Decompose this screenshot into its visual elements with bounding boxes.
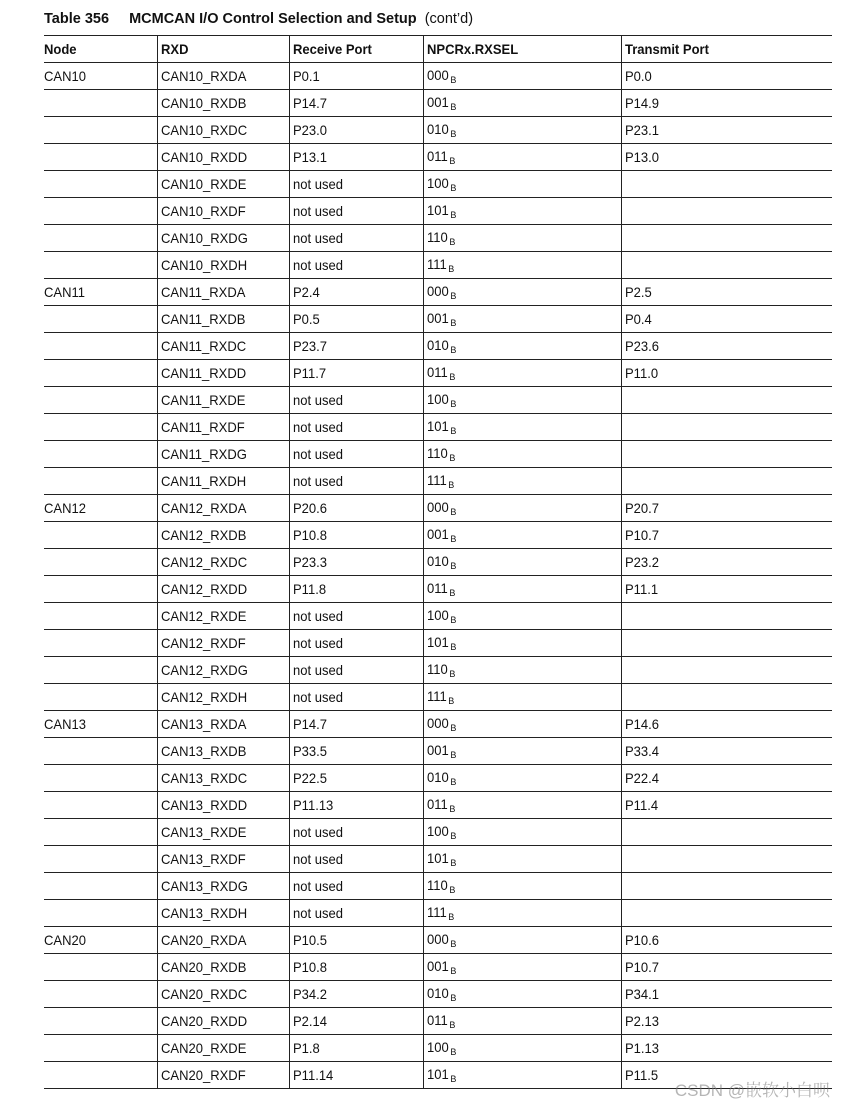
cell-receive-port: P23.7 xyxy=(290,333,424,360)
cell-receive-port: not used xyxy=(290,630,424,657)
radix-suffix: B xyxy=(449,588,456,598)
cell-receive-port: P2.4 xyxy=(290,279,424,306)
cell-transmit-port: P23.6 xyxy=(622,333,833,360)
cell-receive-port: P22.5 xyxy=(290,765,424,792)
table-row xyxy=(44,603,832,630)
table-title: MCMCAN I/O Control Selection and Setup xyxy=(129,11,417,27)
cell-rxd: CAN13_RXDH xyxy=(158,900,290,927)
cell-transmit-port: P14.9 xyxy=(622,90,833,117)
table-row xyxy=(44,684,832,711)
radix-suffix: B xyxy=(450,750,457,760)
radix-suffix: B xyxy=(449,1020,456,1030)
cell-transmit-port xyxy=(622,468,833,495)
cell-node xyxy=(44,900,158,927)
cell-receive-port: not used xyxy=(290,225,424,252)
table-row xyxy=(44,441,832,468)
cell-receive-port: P0.1 xyxy=(290,63,424,90)
radix-suffix: B xyxy=(449,237,456,247)
cell-rxsel: $111_B$ xyxy=(424,252,622,279)
radix-suffix: B xyxy=(449,156,456,166)
cell-transmit-port: P11.0 xyxy=(622,360,833,387)
radix-suffix: B xyxy=(449,372,456,382)
cell-transmit-port xyxy=(622,441,833,468)
cell-receive-port: not used xyxy=(290,657,424,684)
table-row xyxy=(44,225,832,252)
cell-receive-port: P20.6 xyxy=(290,495,424,522)
cell-node xyxy=(44,576,158,603)
cell-node xyxy=(44,333,158,360)
cell-rxsel: 101 $_B$ xyxy=(424,414,622,441)
cell-receive-port: not used xyxy=(290,900,424,927)
cell-transmit-port: P33.4 xyxy=(622,738,833,765)
cell-rxsel: 010 $_B$ xyxy=(424,117,622,144)
cell-rxd: CAN11_RXDA xyxy=(158,279,290,306)
cell-rxsel: 001 $_B$ xyxy=(424,738,622,765)
cell-rxsel: 000 $_B$ xyxy=(424,927,622,954)
cell-node: CAN11 xyxy=(44,279,158,306)
cell-receive-port: not used xyxy=(290,171,424,198)
cell-node xyxy=(44,90,158,117)
table-row xyxy=(44,900,832,927)
cell-receive-port: not used xyxy=(290,846,424,873)
cell-transmit-port: P11.4 xyxy=(622,792,833,819)
cell-rxsel: 100 $_B$ xyxy=(424,171,622,198)
radix-suffix: B xyxy=(450,939,457,949)
header-rxsel: NPCRx.RXSEL xyxy=(424,36,622,63)
cell-rxd: CAN12_RXDC xyxy=(158,549,290,576)
cell-receive-port: P33.5 xyxy=(290,738,424,765)
table-row xyxy=(44,792,832,819)
table-row xyxy=(44,765,832,792)
cell-receive-port: not used xyxy=(290,819,424,846)
cell-receive-port: P10.5 xyxy=(290,927,424,954)
cell-rxsel: 001 $_B$ xyxy=(424,954,622,981)
cell-rxsel: 000 $_B$ xyxy=(424,711,622,738)
cell-node xyxy=(44,981,158,1008)
radix-suffix: B xyxy=(450,777,457,787)
cell-node xyxy=(44,387,158,414)
table-row xyxy=(44,1035,832,1062)
cell-transmit-port: P34.1 xyxy=(622,981,833,1008)
cell-rxsel: 010 $_B$ xyxy=(424,765,622,792)
cell-rxd: CAN11_RXDB xyxy=(158,306,290,333)
cell-rxsel: 011 $_B$ xyxy=(424,576,622,603)
cell-receive-port: P11.7 xyxy=(290,360,424,387)
cell-rxsel: 100 $_B$ xyxy=(424,387,622,414)
radix-suffix: B xyxy=(448,480,455,490)
cell-transmit-port: P0.4 xyxy=(622,306,833,333)
cell-node xyxy=(44,225,158,252)
cell-rxsel: $111_B$ xyxy=(424,900,622,927)
cell-rxsel: 001 $_B$ xyxy=(424,306,622,333)
cell-rxd: CAN12_RXDF xyxy=(158,630,290,657)
table-row xyxy=(44,927,832,954)
watermark: CSDN @嵌软小白呗 xyxy=(674,1081,830,1100)
cell-rxd: CAN12_RXDA xyxy=(158,495,290,522)
cell-transmit-port xyxy=(622,684,833,711)
cell-node: CAN10 xyxy=(44,63,158,90)
cell-receive-port: P10.8 xyxy=(290,522,424,549)
cell-rxd: CAN20_RXDB xyxy=(158,954,290,981)
cell-transmit-port xyxy=(622,225,833,252)
cell-node: CAN13 xyxy=(44,711,158,738)
cell-node xyxy=(44,657,158,684)
cell-rxsel: $111_B$ xyxy=(424,468,622,495)
table-caption xyxy=(44,11,473,27)
table-number: Table 356 xyxy=(44,11,110,27)
cell-node xyxy=(44,360,158,387)
cell-node xyxy=(44,549,158,576)
cell-transmit-port: P0.0 xyxy=(622,63,833,90)
cell-rxsel: 000 $_B$ xyxy=(424,63,622,90)
table-row xyxy=(44,657,832,684)
cell-receive-port: not used xyxy=(290,387,424,414)
cell-transmit-port: P23.1 xyxy=(622,117,833,144)
radix-suffix: B xyxy=(450,75,457,85)
cell-transmit-port: P11.1 xyxy=(622,576,833,603)
cell-rxsel: 101 $_B$ xyxy=(424,198,622,225)
table-row xyxy=(44,630,832,657)
cell-transmit-port xyxy=(622,819,833,846)
cell-receive-port: not used xyxy=(290,198,424,225)
cell-node xyxy=(44,603,158,630)
cell-node xyxy=(44,819,158,846)
radix-suffix: B xyxy=(450,129,457,139)
cell-rxd: CAN10_RXDF xyxy=(158,198,290,225)
cell-rxd: CAN10_RXDE xyxy=(158,171,290,198)
radix-suffix: B xyxy=(448,912,455,922)
cell-node xyxy=(44,306,158,333)
table-continued-note: (cont’d) xyxy=(424,11,474,27)
cell-receive-port: P2.14 xyxy=(290,1008,424,1035)
cell-transmit-port xyxy=(622,198,833,225)
radix-suffix: B xyxy=(450,831,457,841)
radix-suffix: B xyxy=(449,453,456,463)
cell-rxd: CAN13_RXDE xyxy=(158,819,290,846)
cell-receive-port: P11.13 xyxy=(290,792,424,819)
table-row xyxy=(44,819,832,846)
cell-rxsel: 010 $_B$ xyxy=(424,549,622,576)
cell-rxsel: 101 $_B$ xyxy=(424,1062,622,1089)
cell-rxsel: 010 $_B$ xyxy=(424,333,622,360)
radix-suffix: B xyxy=(450,507,457,517)
header-row xyxy=(44,36,832,63)
radix-suffix: B xyxy=(450,858,457,868)
cell-rxd: CAN11_RXDG xyxy=(158,441,290,468)
cell-rxd: CAN10_RXDC xyxy=(158,117,290,144)
radix-suffix: B xyxy=(448,696,455,706)
cell-transmit-port: P11.5 xyxy=(622,1062,833,1089)
cell-transmit-port: P1.13 xyxy=(622,1035,833,1062)
cell-rxd: CAN12_RXDG xyxy=(158,657,290,684)
header-node: Node xyxy=(44,36,158,63)
cell-node xyxy=(44,441,158,468)
cell-rxsel: 011 $_B$ xyxy=(424,360,622,387)
cell-transmit-port xyxy=(622,657,833,684)
cell-transmit-port xyxy=(622,252,833,279)
cell-node xyxy=(44,1008,158,1035)
cell-rxd: CAN13_RXDF xyxy=(158,846,290,873)
cell-transmit-port xyxy=(622,630,833,657)
cell-transmit-port xyxy=(622,387,833,414)
table-row xyxy=(44,522,832,549)
cell-node xyxy=(44,792,158,819)
table-row xyxy=(44,171,832,198)
cell-rxd: CAN10_RXDD xyxy=(158,144,290,171)
table-row xyxy=(44,333,832,360)
cell-node xyxy=(44,252,158,279)
radix-suffix: B xyxy=(448,264,455,274)
radix-suffix: B xyxy=(449,669,456,679)
cell-node xyxy=(44,684,158,711)
cell-rxd: CAN20_RXDE xyxy=(158,1035,290,1062)
cell-rxd: CAN11_RXDC xyxy=(158,333,290,360)
cell-rxd: CAN11_RXDF xyxy=(158,414,290,441)
cell-node xyxy=(44,630,158,657)
cell-rxd: CAN10_RXDB xyxy=(158,90,290,117)
cell-rxd: CAN12_RXDE xyxy=(158,603,290,630)
cell-rxd: CAN20_RXDF xyxy=(158,1062,290,1089)
cell-rxd: CAN11_RXDH xyxy=(158,468,290,495)
cell-rxd: CAN10_RXDG xyxy=(158,225,290,252)
cell-transmit-port: P10.7 xyxy=(622,954,833,981)
cell-rxd: CAN11_RXDE xyxy=(158,387,290,414)
table-row xyxy=(44,549,832,576)
table-row xyxy=(44,387,832,414)
cell-rxsel: 000 $_B$ xyxy=(424,495,622,522)
cell-receive-port: P14.7 xyxy=(290,90,424,117)
cell-node xyxy=(44,198,158,225)
cell-rxsel: 001 $_B$ xyxy=(424,522,622,549)
cell-node xyxy=(44,846,158,873)
cell-rxd: CAN13_RXDA xyxy=(158,711,290,738)
cell-rxsel: $111_B$ xyxy=(424,684,622,711)
cell-transmit-port: P2.13 xyxy=(622,1008,833,1035)
cell-node xyxy=(44,1062,158,1089)
header-transmit-port: Transmit Port xyxy=(622,36,833,63)
cell-rxsel: 101 $_B$ xyxy=(424,630,622,657)
cell-rxsel: 101 $_B$ xyxy=(424,846,622,873)
cell-transmit-port: P10.7 xyxy=(622,522,833,549)
cell-rxsel: 011 $_B$ xyxy=(424,1008,622,1035)
radix-suffix: B xyxy=(450,642,457,652)
cell-node xyxy=(44,414,158,441)
cell-rxsel: 100 $_B$ xyxy=(424,603,622,630)
cell-receive-port: not used xyxy=(290,414,424,441)
cell-rxd: CAN10_RXDH xyxy=(158,252,290,279)
cell-transmit-port xyxy=(622,900,833,927)
cell-rxsel: 011 $_B$ xyxy=(424,792,622,819)
table-row xyxy=(44,414,832,441)
cell-rxd: CAN13_RXDC xyxy=(158,765,290,792)
cell-node xyxy=(44,873,158,900)
cell-transmit-port: P2.5 xyxy=(622,279,833,306)
table-row xyxy=(44,711,832,738)
table-row xyxy=(44,576,832,603)
cell-rxsel: 110 $_B$ xyxy=(424,657,622,684)
cell-receive-port: P13.1 xyxy=(290,144,424,171)
cell-receive-port: P14.7 xyxy=(290,711,424,738)
radix-suffix: B xyxy=(450,183,457,193)
cell-rxsel: 001 $_B$ xyxy=(424,90,622,117)
cell-receive-port: P23.0 xyxy=(290,117,424,144)
radix-suffix: B xyxy=(449,804,456,814)
table-row xyxy=(44,117,832,144)
cell-node: CAN20 xyxy=(44,927,158,954)
io-selection-table xyxy=(44,35,832,1089)
cell-node xyxy=(44,144,158,171)
cell-rxsel: 011 $_B$ xyxy=(424,144,622,171)
table-row xyxy=(44,981,832,1008)
table-row xyxy=(44,360,832,387)
cell-transmit-port: P20.7 xyxy=(622,495,833,522)
cell-node xyxy=(44,738,158,765)
cell-rxsel: 100 $_B$ xyxy=(424,819,622,846)
cell-rxd: CAN12_RXDD xyxy=(158,576,290,603)
cell-node xyxy=(44,117,158,144)
table-row xyxy=(44,306,832,333)
radix-suffix: B xyxy=(450,318,457,328)
radix-suffix: B xyxy=(450,966,457,976)
table-row xyxy=(44,1008,832,1035)
cell-receive-port: P23.3 xyxy=(290,549,424,576)
cell-transmit-port xyxy=(622,171,833,198)
cell-node xyxy=(44,1035,158,1062)
cell-transmit-port xyxy=(622,603,833,630)
cell-rxd: CAN13_RXDD xyxy=(158,792,290,819)
cell-rxd: CAN11_RXDD xyxy=(158,360,290,387)
table-row xyxy=(44,198,832,225)
table-row xyxy=(44,468,832,495)
cell-node xyxy=(44,468,158,495)
header-rxd: RXD xyxy=(158,36,290,63)
cell-rxd: CAN10_RXDA xyxy=(158,63,290,90)
cell-node xyxy=(44,954,158,981)
cell-rxsel: 000 $_B$ xyxy=(424,279,622,306)
cell-transmit-port: P22.4 xyxy=(622,765,833,792)
cell-receive-port: P34.2 xyxy=(290,981,424,1008)
cell-receive-port: not used xyxy=(290,252,424,279)
cell-transmit-port: P10.6 xyxy=(622,927,833,954)
cell-rxd: CAN12_RXDH xyxy=(158,684,290,711)
radix-suffix: B xyxy=(450,210,457,220)
cell-rxsel: 110 $_B$ xyxy=(424,873,622,900)
cell-transmit-port: P13.0 xyxy=(622,144,833,171)
radix-suffix: B xyxy=(450,345,457,355)
radix-suffix: B xyxy=(450,615,457,625)
radix-suffix: B xyxy=(449,885,456,895)
radix-suffix: B xyxy=(450,993,457,1003)
cell-receive-port: P11.14 xyxy=(290,1062,424,1089)
radix-suffix: B xyxy=(450,102,457,112)
cell-transmit-port xyxy=(622,873,833,900)
cell-rxd: CAN20_RXDA xyxy=(158,927,290,954)
cell-receive-port: P0.5 xyxy=(290,306,424,333)
radix-suffix: B xyxy=(450,561,457,571)
table-row xyxy=(44,279,832,306)
cell-rxd: CAN13_RXDG xyxy=(158,873,290,900)
cell-transmit-port: P14.6 xyxy=(622,711,833,738)
table-row xyxy=(44,90,832,117)
radix-suffix: B xyxy=(450,426,457,436)
cell-transmit-port xyxy=(622,846,833,873)
table-row xyxy=(44,63,832,90)
cell-rxd: CAN20_RXDC xyxy=(158,981,290,1008)
cell-receive-port: not used xyxy=(290,603,424,630)
header-receive-port: Receive Port xyxy=(290,36,424,63)
cell-receive-port: P11.8 xyxy=(290,576,424,603)
cell-receive-port: P10.8 xyxy=(290,954,424,981)
cell-rxsel: 100 $_B$ xyxy=(424,1035,622,1062)
cell-rxd: CAN20_RXDD xyxy=(158,1008,290,1035)
cell-rxsel: 010 $_B$ xyxy=(424,981,622,1008)
cell-node xyxy=(44,765,158,792)
cell-rxd: CAN12_RXDB xyxy=(158,522,290,549)
cell-receive-port: not used xyxy=(290,468,424,495)
radix-suffix: B xyxy=(450,291,457,301)
radix-suffix: B xyxy=(450,723,457,733)
cell-rxsel: 110 $_B$ xyxy=(424,225,622,252)
cell-receive-port: P1.8 xyxy=(290,1035,424,1062)
cell-transmit-port: P23.2 xyxy=(622,549,833,576)
table-row xyxy=(44,252,832,279)
table-row xyxy=(44,846,832,873)
cell-node xyxy=(44,522,158,549)
table-row xyxy=(44,495,832,522)
cell-transmit-port xyxy=(622,414,833,441)
cell-node: CAN12 xyxy=(44,495,158,522)
cell-receive-port: not used xyxy=(290,441,424,468)
cell-node xyxy=(44,171,158,198)
cell-receive-port: not used xyxy=(290,684,424,711)
radix-suffix: B xyxy=(450,399,457,409)
table-row xyxy=(44,954,832,981)
radix-suffix: B xyxy=(450,1074,457,1084)
table-row xyxy=(44,144,832,171)
radix-suffix: B xyxy=(450,534,457,544)
radix-suffix: B xyxy=(450,1047,457,1057)
table-row xyxy=(44,738,832,765)
cell-rxd: CAN13_RXDB xyxy=(158,738,290,765)
cell-receive-port: not used xyxy=(290,873,424,900)
table-row xyxy=(44,873,832,900)
cell-rxsel: 110 $_B$ xyxy=(424,441,622,468)
